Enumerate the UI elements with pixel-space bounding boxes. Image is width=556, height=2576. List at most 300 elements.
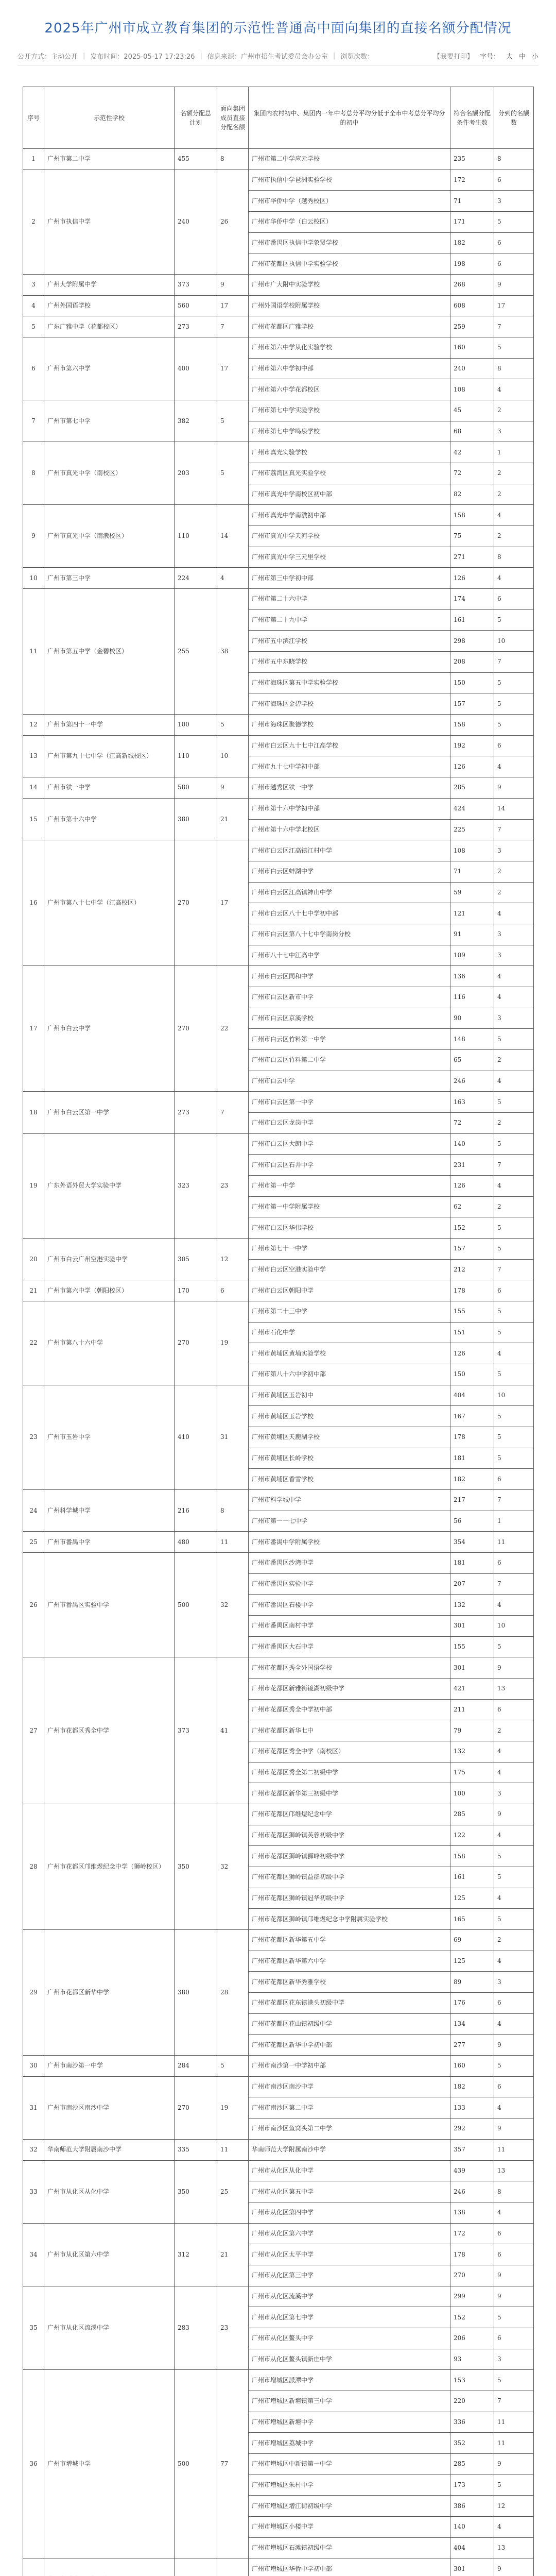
cell-plan: 312 bbox=[175, 2223, 217, 2286]
cell-plan: 270 bbox=[175, 966, 217, 1092]
cell-no: 21 bbox=[23, 1280, 44, 1301]
cell-eligible-count: 178 bbox=[450, 1427, 494, 1448]
cell-direct: 17 bbox=[217, 840, 249, 966]
cell-eligible-count: 161 bbox=[450, 609, 494, 631]
cell-direct: 32 bbox=[217, 1804, 249, 1930]
cell-alloc: 6 bbox=[494, 2244, 534, 2265]
cell-alloc: 5 bbox=[494, 1029, 534, 1050]
cell-direct: 5 bbox=[217, 442, 249, 505]
cell-alloc: 5 bbox=[494, 1846, 534, 1867]
cell-member-school: 广州市花都区新华第六中学 bbox=[249, 1951, 450, 1972]
cell-member-school: 广州市番禺区石楼中学 bbox=[249, 1595, 450, 1616]
cell-no: 31 bbox=[23, 2076, 44, 2139]
cell-no: 6 bbox=[23, 337, 44, 400]
cell-eligible-count: 158 bbox=[450, 505, 494, 526]
cell-eligible-count: 172 bbox=[450, 170, 494, 191]
header-count: 符合名额分配条件考生数 bbox=[450, 87, 494, 149]
table-row bbox=[23, 568, 534, 589]
cell-member-school: 广州市白云区竹料第一中学 bbox=[249, 1029, 450, 1050]
table-row bbox=[23, 149, 534, 170]
cell-member-school: 广州市白云区空港实验中学 bbox=[249, 1259, 450, 1280]
cell-member-school: 广州市五中东晓学校 bbox=[249, 652, 450, 673]
cell-alloc: 8 bbox=[494, 2181, 534, 2202]
cell-member-school: 广州市花都区秀全中学（南校区） bbox=[249, 1741, 450, 1762]
cell-eligible-count: 65 bbox=[450, 1049, 494, 1071]
cell-alloc: 2 bbox=[494, 1049, 534, 1071]
cell-plan: 216 bbox=[175, 1490, 217, 1532]
cell-eligible-count: 126 bbox=[450, 568, 494, 589]
cell-alloc: 4 bbox=[494, 987, 534, 1008]
cell-plan: 270 bbox=[175, 840, 217, 966]
cell-eligible-count: 100 bbox=[450, 1783, 494, 1804]
cell-school: 广州大学附属中学 bbox=[44, 275, 175, 296]
cell-member-school: 广州市花都区狮岭镇邝维煜纪念中学附属实验学校 bbox=[249, 1909, 450, 1930]
cell-member-school: 广州市白云区江高镇江村中学 bbox=[249, 840, 450, 861]
cell-eligible-count: 246 bbox=[450, 2181, 494, 2202]
cell-eligible-count: 285 bbox=[450, 1804, 494, 1825]
cell-member-school: 广州市第二十六中学 bbox=[249, 589, 450, 610]
cell-plan: 170 bbox=[175, 1280, 217, 1301]
cell-eligible-count: 152 bbox=[450, 1217, 494, 1239]
cell-eligible-count: 155 bbox=[450, 1301, 494, 1322]
cell-eligible-count: 220 bbox=[450, 2391, 494, 2412]
cell-eligible-count: 126 bbox=[450, 756, 494, 777]
cell-direct: 11 bbox=[217, 1532, 249, 1553]
cell-direct: 31 bbox=[217, 1385, 249, 1489]
cell-member-school: 广州市增城区增江街初级中学 bbox=[249, 2496, 450, 2517]
table-row bbox=[23, 2370, 534, 2391]
cell-school: 华南师范大学附属南沙中学 bbox=[44, 2139, 175, 2160]
cell-member-school: 广州市花都区广雅学校 bbox=[249, 316, 450, 337]
cell-alloc: 4 bbox=[494, 1595, 534, 1616]
cell-eligible-count: 208 bbox=[450, 652, 494, 673]
cell-member-school: 广州市九十七中学初中部 bbox=[249, 756, 450, 777]
cell-no: 2 bbox=[23, 170, 44, 274]
table-row bbox=[23, 1930, 534, 1951]
table-row bbox=[23, 295, 534, 316]
cell-eligible-count: 211 bbox=[450, 1699, 494, 1720]
cell-eligible-count: 277 bbox=[450, 2035, 494, 2056]
cell-eligible-count: 75 bbox=[450, 526, 494, 547]
cell-alloc: 6 bbox=[494, 1553, 534, 1574]
cell-alloc: 4 bbox=[494, 756, 534, 777]
cell-member-school: 广州市从化区鳌头中学 bbox=[249, 2328, 450, 2349]
cell-eligible-count: 301 bbox=[450, 1657, 494, 1679]
cell-eligible-count: 71 bbox=[450, 191, 494, 212]
cell-alloc: 1 bbox=[494, 1511, 534, 1532]
cell-alloc: 13 bbox=[494, 2537, 534, 2558]
cell-no: 19 bbox=[23, 1133, 44, 1238]
cell-eligible-count: 158 bbox=[450, 715, 494, 736]
cell-alloc: 7 bbox=[494, 316, 534, 337]
cell-eligible-count: 231 bbox=[450, 1155, 494, 1176]
cell-direct: 17 bbox=[217, 337, 249, 400]
cell-member-school: 广州市华侨中学（白云校区） bbox=[249, 212, 450, 233]
cell-eligible-count: 246 bbox=[450, 1071, 494, 1092]
cell-eligible-count: 56 bbox=[450, 1511, 494, 1532]
cell-member-school: 广州市第七中学实验学校 bbox=[249, 400, 450, 421]
cell-school: 广州市花都区秀全中学 bbox=[44, 1657, 175, 1804]
table-row bbox=[23, 337, 534, 359]
cell-eligible-count: 357 bbox=[450, 2139, 494, 2160]
cell-no: 15 bbox=[23, 798, 44, 840]
cell-plan: 255 bbox=[175, 589, 217, 715]
cell-no: 11 bbox=[23, 589, 44, 715]
cell-school: 广州市从化区流溪中学 bbox=[44, 2286, 175, 2370]
cell-member-school: 广州市第十六中学北校区 bbox=[249, 819, 450, 840]
cell-eligible-count: 152 bbox=[450, 2307, 494, 2328]
cell-alloc: 9 bbox=[494, 2286, 534, 2307]
cell-member-school: 广州市海珠区金碧学校 bbox=[249, 693, 450, 715]
cell-alloc: 5 bbox=[494, 2056, 534, 2077]
cell-plan: 380 bbox=[175, 1930, 217, 2056]
cell-member-school: 广州市白云区江高镇神山中学 bbox=[249, 882, 450, 903]
cell-direct: 14 bbox=[217, 505, 249, 568]
cell-plan: 400 bbox=[175, 337, 217, 400]
cell-alloc: 4 bbox=[494, 1825, 534, 1846]
cell-member-school: 广州市花都区秀全外国语学校 bbox=[249, 1657, 450, 1679]
cell-eligible-count: 136 bbox=[450, 966, 494, 987]
cell-member-school: 广州市花都区秀全第二初级中学 bbox=[249, 1762, 450, 1783]
cell-direct: 28 bbox=[217, 1930, 249, 2056]
cell-direct: 7 bbox=[217, 316, 249, 337]
cell-eligible-count: 45 bbox=[450, 400, 494, 421]
cell-eligible-count: 301 bbox=[450, 2558, 494, 2576]
cell-eligible-count: 225 bbox=[450, 819, 494, 840]
cell-school: 广州市南沙第一中学 bbox=[44, 2056, 175, 2077]
cell-member-school: 广州市黄埔区黄埔实验学校 bbox=[249, 1343, 450, 1364]
cell-alloc: 4 bbox=[494, 1951, 534, 1972]
cell-no: 28 bbox=[23, 1804, 44, 1930]
cell-direct: 41 bbox=[217, 1657, 249, 1804]
cell-eligible-count: 174 bbox=[450, 589, 494, 610]
cell-member-school: 广州市从化区第四中学 bbox=[249, 2202, 450, 2223]
cell-eligible-count: 109 bbox=[450, 945, 494, 966]
cell-school: 广州市真光中学（南漖校区） bbox=[44, 505, 175, 568]
cell-member-school: 广州市第二中学应元学校 bbox=[249, 149, 450, 170]
cell-member-school: 广州市南沙区鱼窝头第二中学 bbox=[249, 2119, 450, 2140]
table-row bbox=[23, 735, 534, 756]
cell-eligible-count: 59 bbox=[450, 882, 494, 903]
cell-alloc: 4 bbox=[494, 1741, 534, 1762]
cell-direct: 5 bbox=[217, 400, 249, 442]
allocation-table bbox=[23, 87, 534, 2576]
cell-alloc: 3 bbox=[494, 191, 534, 212]
cell-member-school: 广州市从化区太平中学 bbox=[249, 2244, 450, 2265]
cell-plan: 283 bbox=[175, 2286, 217, 2370]
font-big-button[interactable]: 大 bbox=[506, 53, 513, 61]
cell-member-school: 广州市花都区狮岭镇冠华初级中学 bbox=[249, 1888, 450, 1909]
cell-alloc: 2 bbox=[494, 1196, 534, 1217]
cell-no: 9 bbox=[23, 505, 44, 568]
cell-direct: 25 bbox=[217, 2160, 249, 2223]
cell-alloc: 3 bbox=[494, 421, 534, 442]
cell-member-school: 广州市增城区石滩镇初级中学 bbox=[249, 2537, 450, 2558]
cell-member-school: 广州市从化区第六中学 bbox=[249, 2223, 450, 2244]
cell-no: 22 bbox=[23, 1301, 44, 1385]
table-row bbox=[23, 505, 534, 526]
cell-alloc: 5 bbox=[494, 1133, 534, 1155]
cell-member-school: 广州市第十六中学初中部 bbox=[249, 798, 450, 819]
table-row bbox=[23, 1385, 534, 1406]
cell-eligible-count: 336 bbox=[450, 2412, 494, 2433]
cell-school: 广州市花都区新华中学 bbox=[44, 1930, 175, 2056]
cell-alloc: 6 bbox=[494, 2328, 534, 2349]
font-small-button[interactable]: 小 bbox=[531, 53, 538, 61]
cell-member-school: 广州市花都区新雅街镜湖初级中学 bbox=[249, 1679, 450, 1700]
cell-direct: 6 bbox=[217, 1280, 249, 1301]
cell-alloc: 3 bbox=[494, 945, 534, 966]
cell-alloc: 1 bbox=[494, 442, 534, 463]
cell-alloc: 4 bbox=[494, 2202, 534, 2223]
cell-no: 17 bbox=[23, 966, 44, 1092]
table-row bbox=[23, 2286, 534, 2307]
cell-eligible-count: 132 bbox=[450, 1595, 494, 1616]
cell-eligible-count: 386 bbox=[450, 2496, 494, 2517]
cell-direct: 7 bbox=[217, 1092, 249, 1133]
cell-no: 26 bbox=[23, 1553, 44, 1657]
cell-no: 4 bbox=[23, 295, 44, 316]
cell-member-school: 广州市华侨中学（越秀校区） bbox=[249, 191, 450, 212]
cell-plan: 110 bbox=[175, 735, 217, 777]
cell-eligible-count: 42 bbox=[450, 442, 494, 463]
cell-school: 广州市花都区邝维煜纪念中学（狮岭校区） bbox=[44, 1804, 175, 1930]
cell-alloc: 7 bbox=[494, 1259, 534, 1280]
cell-alloc: 6 bbox=[494, 232, 534, 253]
cell-eligible-count: 240 bbox=[450, 358, 494, 379]
cell-school: 广州市白云区第一中学 bbox=[44, 1092, 175, 1133]
cell-alloc: 7 bbox=[494, 1490, 534, 1511]
cell-member-school: 广州市广大附中实验学校 bbox=[249, 275, 450, 296]
cell-member-school: 广州市从化区流溪中学 bbox=[249, 2286, 450, 2307]
cell-eligible-count: 608 bbox=[450, 295, 494, 316]
cell-eligible-count: 173 bbox=[450, 2475, 494, 2496]
cell-alloc: 4 bbox=[494, 1343, 534, 1364]
cell-no: 16 bbox=[23, 840, 44, 966]
cell-school: 广州科学城中学 bbox=[44, 1490, 175, 1532]
header-direct: 面向集团成员直接分配名额 bbox=[217, 87, 249, 149]
cell-alloc: 2 bbox=[494, 526, 534, 547]
table-row bbox=[23, 777, 534, 799]
cell-member-school: 广州市南沙区南沙中学 bbox=[249, 2076, 450, 2097]
cell-alloc: 5 bbox=[494, 1636, 534, 1657]
cell-eligible-count: 404 bbox=[450, 1385, 494, 1406]
table-row bbox=[23, 2056, 534, 2077]
cell-direct bbox=[217, 2558, 249, 2576]
cell-eligible-count: 298 bbox=[450, 631, 494, 652]
cell-member-school: 广州市第六中学花都校区 bbox=[249, 379, 450, 400]
cell-alloc: 3 bbox=[494, 1783, 534, 1804]
cell-eligible-count: 352 bbox=[450, 2433, 494, 2454]
table-row bbox=[23, 1280, 534, 1301]
cell-school: 广州市执信中学 bbox=[44, 170, 175, 274]
cell-member-school: 广州市荔湾区真光实验学校 bbox=[249, 463, 450, 484]
print-button[interactable]: 【我要打印】 bbox=[433, 53, 474, 61]
cell-plan: 500 bbox=[175, 1553, 217, 1657]
cell-member-school: 广州市白云区华伟学校 bbox=[249, 1217, 450, 1239]
cell-eligible-count: 121 bbox=[450, 903, 494, 924]
cell-alloc: 5 bbox=[494, 1867, 534, 1888]
table-row bbox=[23, 1657, 534, 1679]
cell-eligible-count: 192 bbox=[450, 735, 494, 756]
cell-eligible-count: 181 bbox=[450, 1448, 494, 1469]
cell-alloc: 6 bbox=[494, 1993, 534, 2014]
table-row bbox=[23, 442, 534, 463]
cell-member-school: 广州市花都区邝维煜纪念中学 bbox=[249, 1804, 450, 1825]
table-row bbox=[23, 2139, 534, 2160]
cell-member-school: 广州市番禺区实验中学 bbox=[249, 1573, 450, 1595]
cell-member-school: 广州市第二十九中学 bbox=[249, 609, 450, 631]
cell-eligible-count: 116 bbox=[450, 987, 494, 1008]
cell-alloc: 5 bbox=[494, 693, 534, 715]
cell-member-school: 广州市第一一七中学 bbox=[249, 1511, 450, 1532]
cell-alloc: 11 bbox=[494, 2139, 534, 2160]
cell-member-school: 广州市花都区新华秀雅学校 bbox=[249, 1972, 450, 1993]
cell-alloc: 10 bbox=[494, 631, 534, 652]
table-row bbox=[23, 1238, 534, 1259]
cell-school: 广州市白云中学 bbox=[44, 966, 175, 1092]
cell-alloc: 5 bbox=[494, 2475, 534, 2496]
cell-no: 3 bbox=[23, 275, 44, 296]
cell-alloc: 11 bbox=[494, 2433, 534, 2454]
cell-school: 广州市第六中学 bbox=[44, 337, 175, 400]
cell-eligible-count: 182 bbox=[450, 2076, 494, 2097]
table-row bbox=[23, 1301, 534, 1322]
cell-alloc: 3 bbox=[494, 840, 534, 861]
cell-member-school: 广州市白云区京溪学校 bbox=[249, 1008, 450, 1029]
cell-plan: 380 bbox=[175, 798, 217, 840]
cell-direct: 22 bbox=[217, 966, 249, 1092]
cell-alloc: 5 bbox=[494, 609, 534, 631]
cell-school: 广州市南沙区南沙中学 bbox=[44, 2076, 175, 2139]
cell-eligible-count: 172 bbox=[450, 2223, 494, 2244]
cell-member-school: 广州市从化区第五中学 bbox=[249, 2181, 450, 2202]
cell-alloc: 14 bbox=[494, 798, 534, 819]
cell-alloc: 4 bbox=[494, 2516, 534, 2537]
cell-eligible-count: 138 bbox=[450, 2202, 494, 2223]
cell-direct: 8 bbox=[217, 149, 249, 170]
meta-bar bbox=[18, 47, 538, 64]
font-mid-button[interactable]: 中 bbox=[518, 53, 526, 61]
cell-member-school: 广州市白云区大朗中学 bbox=[249, 1133, 450, 1155]
cell-alloc: 5 bbox=[494, 1238, 534, 1259]
cell-plan: 373 bbox=[175, 275, 217, 296]
cell-eligible-count: 292 bbox=[450, 2119, 494, 2140]
cell-alloc: 5 bbox=[494, 1406, 534, 1427]
cell-no bbox=[23, 2558, 44, 2576]
cell-eligible-count: 93 bbox=[450, 2349, 494, 2370]
cell-no: 25 bbox=[23, 1532, 44, 1553]
cell-member-school: 广州市番禺区南村中学 bbox=[249, 1616, 450, 1637]
cell-school bbox=[44, 2558, 175, 2576]
cell-alloc: 4 bbox=[494, 379, 534, 400]
table-row bbox=[23, 2160, 534, 2181]
cell-eligible-count: 178 bbox=[450, 1280, 494, 1301]
cell-plan: 284 bbox=[175, 2056, 217, 2077]
cell-school: 广州市从化区从化中学 bbox=[44, 2160, 175, 2223]
cell-school: 广州市第六中学（朝阳校区） bbox=[44, 1280, 175, 1301]
cell-direct: 77 bbox=[217, 2370, 249, 2558]
cell-alloc: 2 bbox=[494, 1720, 534, 1741]
cell-alloc: 9 bbox=[494, 1657, 534, 1679]
cell-eligible-count: 354 bbox=[450, 1532, 494, 1553]
cell-member-school: 广州市第三中学初中部 bbox=[249, 568, 450, 589]
cell-plan: 455 bbox=[175, 149, 217, 170]
cell-member-school: 广州市增城区新塘镇第三中学 bbox=[249, 2391, 450, 2412]
cell-member-school: 广州市黄埔区天鹿湖学校 bbox=[249, 1427, 450, 1448]
cell-alloc: 4 bbox=[494, 903, 534, 924]
cell-member-school: 广州市白云区第八十七中学南岗分校 bbox=[249, 924, 450, 945]
cell-school: 广东广雅中学（花都校区） bbox=[44, 316, 175, 337]
cell-school: 广州市增城中学 bbox=[44, 2370, 175, 2558]
cell-no: 35 bbox=[23, 2286, 44, 2370]
cell-school: 广州市番禺中学 bbox=[44, 1532, 175, 1553]
cell-member-school: 广州市真光中学南校区初中部 bbox=[249, 484, 450, 505]
cell-eligible-count: 108 bbox=[450, 840, 494, 861]
cell-member-school: 广州市白云区石井中学 bbox=[249, 1155, 450, 1176]
cell-alloc: 2 bbox=[494, 861, 534, 882]
cell-alloc: 9 bbox=[494, 777, 534, 799]
cell-eligible-count: 125 bbox=[450, 1888, 494, 1909]
cell-member-school: 广州市番禺区大石中学 bbox=[249, 1636, 450, 1657]
cell-eligible-count: 140 bbox=[450, 1133, 494, 1155]
cell-alloc: 10 bbox=[494, 1616, 534, 1637]
cell-alloc: 3 bbox=[494, 2349, 534, 2370]
cell-alloc: 4 bbox=[494, 1762, 534, 1783]
cell-school: 广东外语外贸大学实验中学 bbox=[44, 1133, 175, 1238]
cell-no: 36 bbox=[23, 2370, 44, 2558]
table-row bbox=[23, 275, 534, 296]
cell-member-school: 广州市花都区狮岭镇芙蓉初级中学 bbox=[249, 1825, 450, 1846]
cell-alloc: 5 bbox=[494, 1322, 534, 1343]
cell-alloc: 6 bbox=[494, 170, 534, 191]
cell-plan: 350 bbox=[175, 2160, 217, 2223]
cell-plan: 382 bbox=[175, 400, 217, 442]
cell-alloc: 11 bbox=[494, 2412, 534, 2433]
header-no: 序号 bbox=[23, 87, 44, 149]
cell-eligible-count: 421 bbox=[450, 1679, 494, 1700]
cell-member-school: 广州市科学城中学 bbox=[249, 1490, 450, 1511]
cell-school: 广州市真光中学（南校区） bbox=[44, 442, 175, 505]
cell-alloc: 5 bbox=[494, 672, 534, 693]
cell-direct: 12 bbox=[217, 1238, 249, 1280]
cell-member-school: 广州市番禺区执信中学象贤学校 bbox=[249, 232, 450, 253]
cell-direct: 5 bbox=[217, 2056, 249, 2077]
cell-no: 12 bbox=[23, 715, 44, 736]
cell-member-school: 广州市花都区花山镇初级中学 bbox=[249, 2013, 450, 2035]
cell-direct: 8 bbox=[217, 1490, 249, 1532]
cell-eligible-count: 90 bbox=[450, 1008, 494, 1029]
cell-eligible-count: 235 bbox=[450, 149, 494, 170]
cell-alloc: 5 bbox=[494, 2370, 534, 2391]
cell-member-school: 广州市增城区华侨中学初中部 bbox=[249, 2558, 450, 2576]
cell-direct: 4 bbox=[217, 568, 249, 589]
cell-eligible-count: 125 bbox=[450, 1951, 494, 1972]
cell-member-school: 广州市从化区第七中学 bbox=[249, 2307, 450, 2328]
cell-direct: 21 bbox=[217, 2223, 249, 2286]
cell-alloc: 3 bbox=[494, 1008, 534, 1029]
cell-school: 广州市从化区第六中学 bbox=[44, 2223, 175, 2286]
table-row bbox=[23, 1490, 534, 1511]
view-count: 浏览次数： bbox=[340, 53, 374, 61]
cell-eligible-count: 155 bbox=[450, 1636, 494, 1657]
allocation-table-wrapper bbox=[23, 87, 533, 2576]
cell-eligible-count: 182 bbox=[450, 1469, 494, 1490]
cell-plan: 560 bbox=[175, 295, 217, 316]
table-row bbox=[23, 316, 534, 337]
cell-member-school: 广州市白云区八十七中学初中部 bbox=[249, 903, 450, 924]
cell-plan: 410 bbox=[175, 1385, 217, 1489]
